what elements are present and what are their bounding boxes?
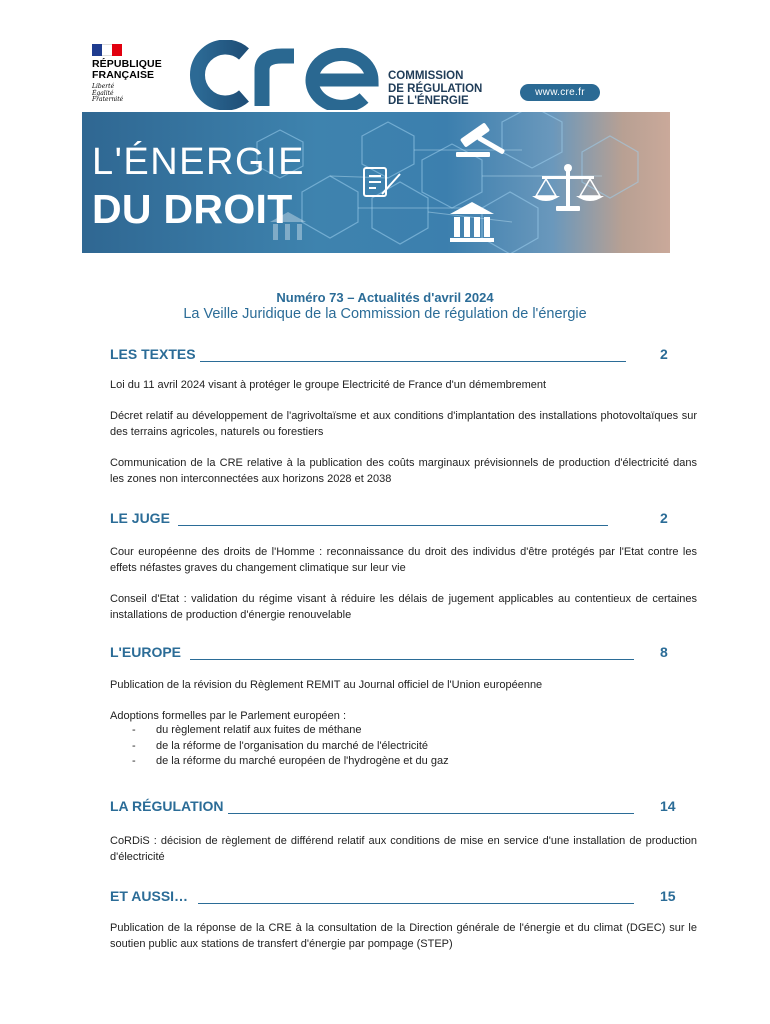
issue-number-title: Numéro 73 – Actualités d'avril 2024 <box>276 290 494 305</box>
section-label: ET AUSSI… <box>110 888 189 904</box>
scales-icon <box>532 164 604 211</box>
section-rule <box>190 659 634 660</box>
toc-bullet-item[interactable]: - du règlement relatif aux fuites de méthane <box>110 723 670 739</box>
issue-subtitle: La Veille Juridique de la Commission de régulation de l'énergie <box>183 306 587 322</box>
republique-francaise-logo <box>92 44 182 104</box>
toc-section-textes[interactable] <box>110 346 670 364</box>
section-label: LA RÉGULATION <box>110 798 224 814</box>
motto-fraternite: Fraternité <box>92 96 124 104</box>
rf-line-2: FRANÇAISE <box>92 69 155 81</box>
toc-item[interactable]: Publication de la révision du Règlement REMIT au Journal officiel de l'Union européenne <box>110 679 543 691</box>
toc-bullet-item[interactable]: - de la réforme de l'organisation du marché de l'électricité <box>110 739 670 755</box>
toc-item[interactable]: Adoptions formelles par le Parlement européen : <box>110 710 347 722</box>
banner-title-line-2: DU DROIT <box>92 186 293 232</box>
section-page-number: 14 <box>660 798 676 814</box>
toc-section-juge[interactable] <box>110 510 670 528</box>
section-rule <box>200 361 626 362</box>
org-name-line-2: DE RÉGULATION <box>388 82 483 95</box>
gavel-icon <box>456 122 505 157</box>
section-rule <box>178 525 608 526</box>
rf-line-1: RÉPUBLIQUE <box>92 58 162 70</box>
toc-bullet-item[interactable]: - de la réforme du marché européen de l'hydrogène et du gaz <box>110 754 670 770</box>
toc-item[interactable]: Loi du 11 avril 2024 visant à protéger le groupe Electricité de France d'un démembrement <box>110 379 547 391</box>
section-label: LES TEXTES <box>110 346 196 362</box>
section-page-number: 15 <box>660 888 676 904</box>
banner-title-line-1: L'ÉNERGIE <box>92 141 305 183</box>
section-page-number: 2 <box>660 510 668 526</box>
hero-banner <box>82 112 670 253</box>
org-name-line-1: COMMISSION <box>388 70 464 82</box>
toc-bullet-list <box>110 723 670 770</box>
section-rule <box>228 813 634 814</box>
org-name <box>388 70 482 108</box>
toc-item[interactable]: Cour européenne des droits de l'Homme : reconnaissance du droit des individus d'être protégés par l'Etat contre les effets néfastes graves du changement climatique sur leur vie <box>110 546 697 574</box>
marianne-flag-icon <box>92 44 122 56</box>
section-label: L'EUROPE <box>110 644 182 660</box>
section-page-number: 2 <box>660 346 668 362</box>
toc-item[interactable]: Publication de la réponse de la CRE à la consultation de la Direction générale de l'énergie et du climat (DGEC) sur le soutien public aux stations de transfert d'énergie par pompage (STEP) <box>110 922 697 950</box>
toc-section-regulation[interactable] <box>110 798 676 816</box>
section-rule <box>198 903 634 904</box>
section-label: LE JUGE <box>110 510 170 526</box>
toc-section-et-aussi[interactable] <box>110 888 676 906</box>
toc-item[interactable]: CoRDiS : décision de règlement de différend relatif aux conditions de mise en service d'une installation de production d'électricité <box>110 835 697 863</box>
website-link[interactable]: www.cre.fr <box>520 84 600 101</box>
org-name-line-3: DE L'ÉNERGIE <box>388 95 469 107</box>
toc-item[interactable]: Décret relatif au développement de l'agrivoltaïsme et aux conditions d'implantation des installations photovoltaïques sur des terrains agricoles, naturels ou forestiers <box>110 410 697 438</box>
toc-item[interactable]: Conseil d'Etat : validation du régime visant à réduire les délais de jugement applicables au contentieux de certaines installations de production d'énergie renouvelable <box>110 593 697 621</box>
cre-logo <box>186 40 382 110</box>
toc-section-europe[interactable] <box>110 644 670 662</box>
motto-egalite: Égalité <box>92 89 114 97</box>
toc-item[interactable]: Communication de la CRE relative à la publication des coûts marginaux prévisionnels de production d'électricité dans les zones non interconnectées aux horizons 2028 et 2038 <box>110 457 697 485</box>
section-page-number: 8 <box>660 644 668 660</box>
motto-liberte: Liberté <box>92 83 115 90</box>
